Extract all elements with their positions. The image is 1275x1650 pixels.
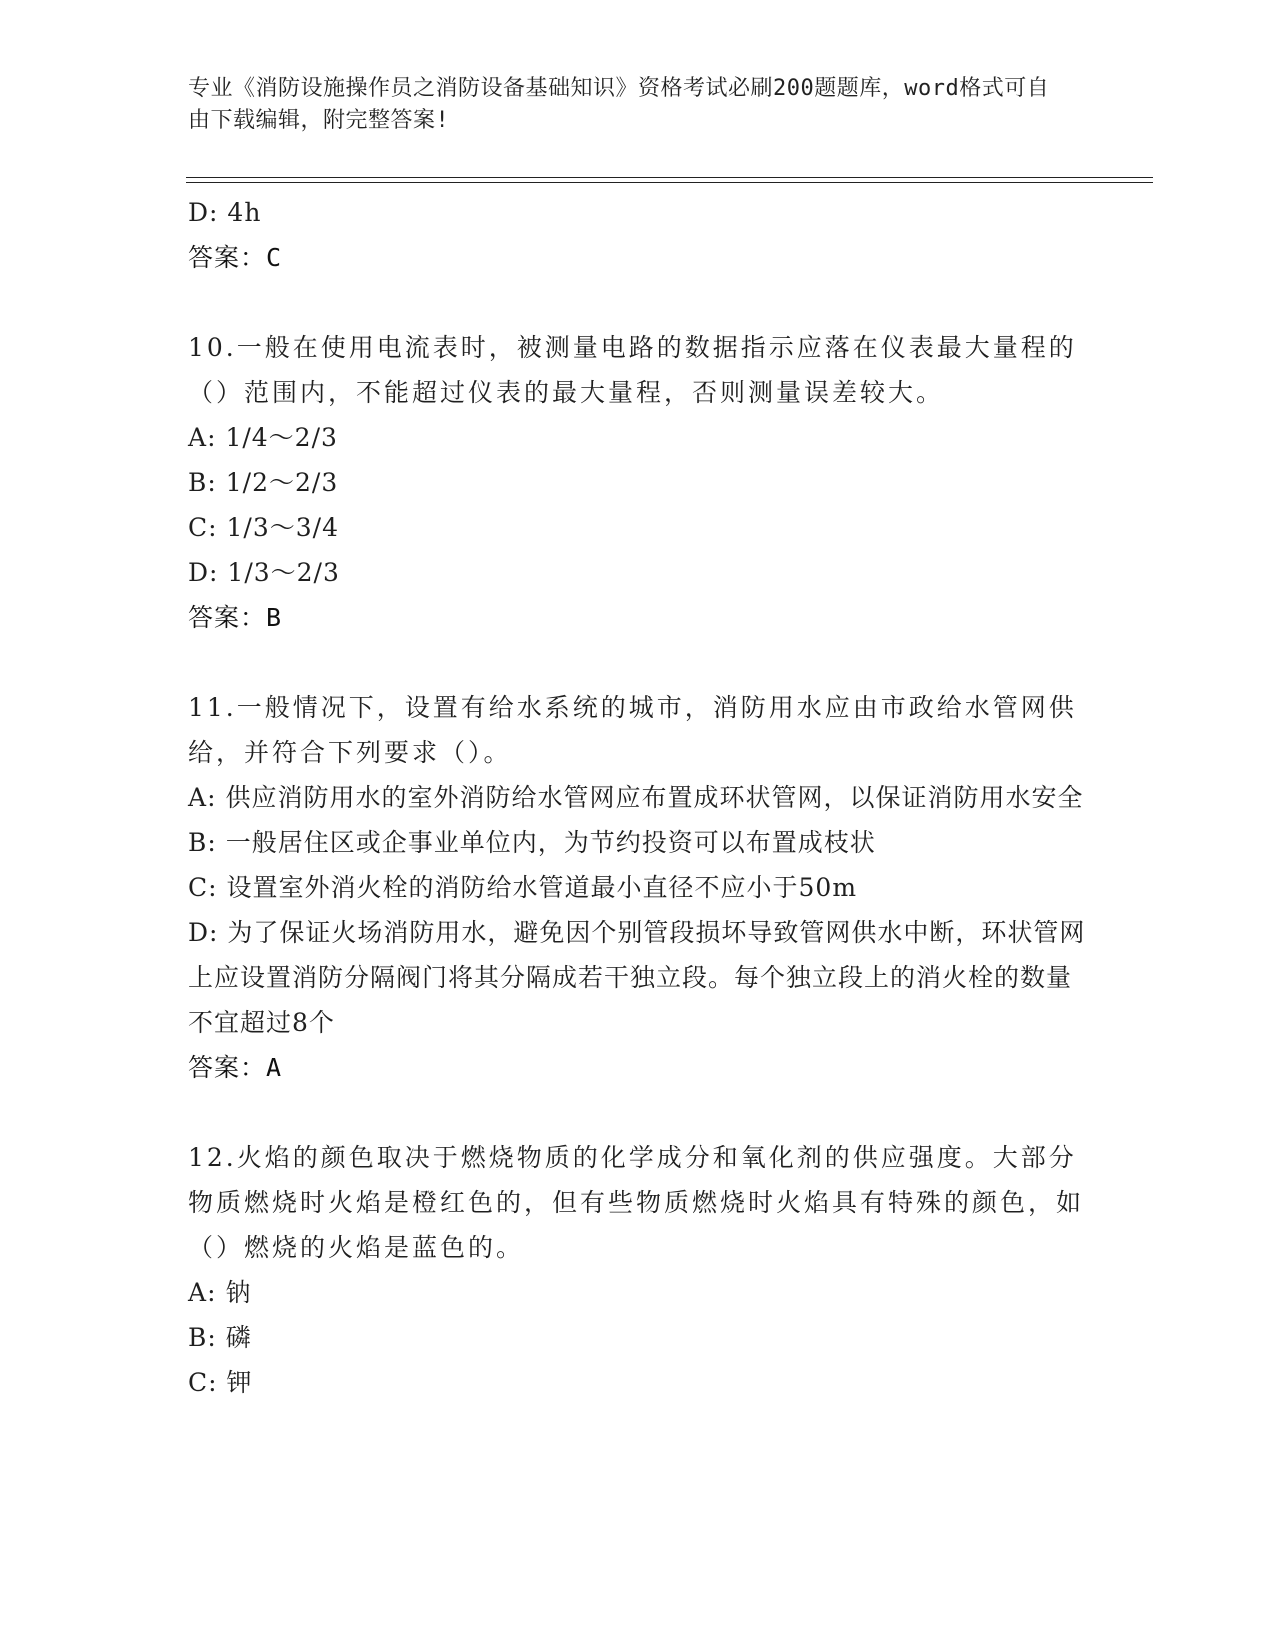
option-key: C	[188, 513, 209, 542]
option-separator: :	[208, 1368, 227, 1397]
option-separator: :	[207, 1323, 226, 1352]
option-separator: :	[207, 468, 226, 497]
option-text: 1/3～2/3	[227, 558, 340, 587]
answer-label: 答案：	[188, 243, 267, 272]
option-line	[188, 910, 1088, 1045]
option-key: A	[188, 423, 208, 452]
option-key: B	[188, 828, 208, 857]
option-text: 供应消防用水的室外消防给水管网应布置成环状管网，以保证消防用水安全	[225, 783, 1084, 812]
header-rule-top	[186, 177, 1153, 178]
option-separator: :	[207, 783, 226, 812]
option-key: C	[188, 873, 209, 902]
option-key: D	[188, 558, 210, 587]
option-line	[188, 1315, 1088, 1360]
option-text: 一般居住区或企事业单位内，为节约投资可以布置成枝状	[225, 828, 876, 857]
answer-line	[188, 235, 1088, 280]
option-text: 1/2～2/3	[225, 468, 339, 497]
option-text: 设置室外消火栓的消防给水管道最小直径不应小于50m	[226, 873, 858, 902]
answer-label: 答案：	[188, 603, 267, 632]
option-separator: :	[207, 423, 226, 452]
option-text: 钾	[226, 1368, 253, 1397]
question-text: 11.一般情况下，设置有给水系统的城市，消防用水应由市政给水管网供给，并符合下列要求（）。	[188, 693, 1077, 767]
option-separator: :	[208, 873, 227, 902]
option-text: 钠	[225, 1278, 252, 1307]
option-separator: :	[209, 198, 228, 227]
option-text: 1/3～3/4	[226, 513, 339, 542]
option-line	[188, 775, 1088, 820]
option-key: D	[188, 918, 210, 947]
option-line	[188, 550, 1088, 595]
option-key: B	[188, 1323, 208, 1352]
question-content	[188, 190, 1088, 1405]
option-separator: :	[208, 513, 227, 542]
option-text: 为了保证火场消防用水，避免因个别管段损坏导致管网供水中断，环状管网上应设置消防分隔阀门将其分隔成若干独立段。每个独立段上的消火栓的数量不宜超过8个	[188, 918, 1086, 1037]
option-text: 4h	[227, 198, 262, 227]
answer-line	[188, 1045, 1088, 1090]
option-key: C	[188, 1368, 209, 1397]
answer-value: B	[266, 603, 283, 632]
option-key: D	[188, 198, 210, 227]
option-line	[188, 1270, 1088, 1315]
option-line	[188, 1360, 1088, 1405]
option-key: A	[188, 1278, 208, 1307]
answer-line	[188, 595, 1088, 640]
option-text: 1/4～2/3	[225, 423, 338, 452]
option-line	[188, 460, 1088, 505]
option-text: 磷	[225, 1323, 252, 1352]
option-separator: :	[209, 558, 228, 587]
answer-label: 答案：	[188, 1053, 267, 1082]
option-line	[188, 190, 1088, 235]
header-rule-bottom	[186, 182, 1153, 183]
answer-value: C	[266, 243, 283, 272]
option-key: B	[188, 468, 208, 497]
option-separator: :	[207, 828, 226, 857]
option-line	[188, 865, 1088, 910]
option-key: A	[188, 783, 208, 812]
question-text: 12.火焰的颜色取决于燃烧物质的化学成分和氧化剂的供应强度。大部分物质燃烧时火焰是橙红色的，但有些物质燃烧时火焰具有特殊的颜色，如（）燃烧的火焰是蓝色的。	[188, 1143, 1085, 1262]
page-header: 专业《消防设施操作员之消防设备基础知识》资格考试必刷200题题库，word格式可自由下载编辑，附完整答案!	[188, 76, 1050, 133]
option-separator: :	[209, 918, 228, 947]
answer-value: A	[266, 1053, 283, 1082]
option-separator: :	[207, 1278, 226, 1307]
option-line	[188, 415, 1088, 460]
question-text: 10.一般在使用电流表时，被测量电路的数据指示应落在仪表最大量程的（）范围内，不能超过仪表的最大量程，否则测量误差较大。	[188, 333, 1077, 407]
option-line	[188, 820, 1088, 865]
option-line	[188, 505, 1088, 550]
